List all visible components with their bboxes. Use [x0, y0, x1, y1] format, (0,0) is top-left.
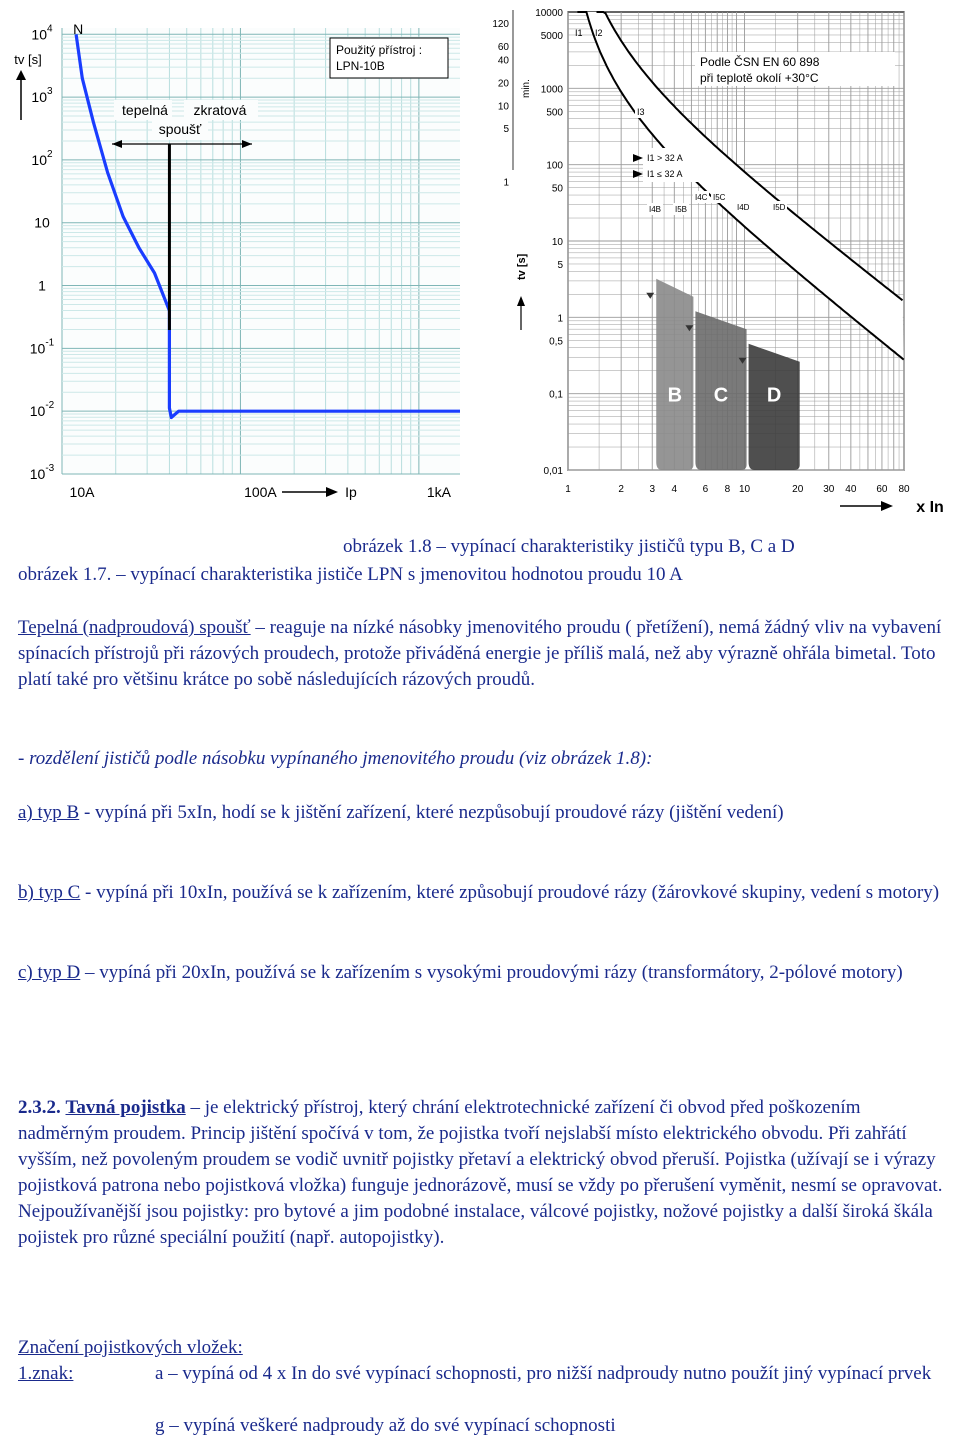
bcd-x-tick-label: 2 — [618, 484, 624, 495]
bcd-x-tick-label: 8 — [724, 484, 731, 495]
paragraph-thermal-release — [18, 615, 943, 693]
lpn-y-tick-label: $10^2$ — [31, 148, 53, 168]
thermal-release-term: Tepelná (nadproudová) spoušť — [18, 617, 251, 638]
type-d-text: – vypíná při 20xIn, používá se k zařízením s vysokými proudovými rázy (transformátory, 2-pólové motory) — [80, 962, 903, 983]
marking-item-1-g: g – vypíná veškeré nadproudy až do své vypínací schopnosti — [155, 1415, 616, 1436]
bcd-x-tick-label: 20 — [792, 484, 804, 495]
bcd-x-tick-label: 40 — [845, 484, 857, 495]
lpn-annotation-release: spoušť — [158, 121, 202, 137]
lpn-title-line: LPN-10B — [336, 59, 385, 73]
bcd-x-tick-label: 4 — [671, 484, 678, 495]
type-d-label: c) typ D — [18, 962, 81, 983]
bcd-band-label-c: C — [713, 384, 729, 407]
type-b-label: a) typ B — [18, 802, 80, 823]
bcd-x-tick-label: 6 — [702, 484, 709, 495]
type-c-label: b) typ C — [18, 882, 81, 903]
lpn-y-tick-label: $10^3$ — [31, 86, 53, 106]
lpn-y-tick-label: 10 — [34, 214, 50, 231]
lpn-annotation-n: N — [73, 21, 84, 37]
bcd-x-axis-label: x In — [916, 499, 944, 516]
bcd-chart-svg — [485, 0, 960, 520]
lpn-characteristic-chart — [0, 0, 465, 505]
bcd-y-seconds-label: 10000 — [535, 8, 563, 19]
lpn-y-axis-arrowhead — [16, 70, 26, 80]
lpn-chart-svg — [0, 0, 465, 505]
lpn-y-tick-label: $10^{-2}$ — [29, 400, 55, 420]
lpn-y-tick-label: $10^{-1}$ — [29, 337, 55, 357]
bcd-band-label-d: D — [766, 384, 782, 407]
bcd-x-tick-label: 80 — [898, 484, 910, 495]
paragraph-breaker-division: - rozdělení jističů podle násobku vypínaného jmenovitého proudu (viz obrázek 1.8): — [18, 748, 653, 769]
bcd-y-seconds-label: 0,01 — [543, 466, 563, 477]
lpn-plot-area — [62, 28, 460, 474]
bcd-curve-label: I3 — [637, 107, 645, 117]
lpn-y-tick-label: $10^4$ — [31, 23, 53, 43]
marking-item-1 — [18, 1361, 943, 1387]
figure-1-7-caption: obrázek 1.7. – vypínací charakteristika jističe LPN s jmenovitou hodnotou proudu 10 A — [18, 564, 683, 585]
bcd-curve-label: I4C — [695, 193, 708, 202]
lpn-x-tick-label: 1kA — [426, 484, 451, 500]
bcd-y-axis-arrowhead — [517, 296, 525, 306]
bcd-y-minutes-label: 120 — [492, 18, 509, 30]
type-b-text: - vypíná při 5xIn, hodí se k jištění zařízení, které nezpůsobují proudové rázy (jištění vedení) — [79, 802, 784, 823]
bcd-y-seconds-label: 500 — [546, 107, 563, 119]
bcd-curve-label: I1 > 32 A — [647, 153, 683, 163]
bcd-band-label-b: B — [667, 384, 683, 407]
bcd-y-seconds-label: 1 — [557, 313, 563, 325]
bcd-curve-label: I1 ≤ 32 A — [647, 169, 683, 179]
lpn-y-axis-label: tv [s] — [14, 52, 42, 67]
bcd-curve-label: I5D — [773, 203, 786, 212]
bcd-y-minutes-label: 20 — [497, 78, 509, 90]
bcd-band-b — [656, 279, 693, 470]
bcd-title-line: při teplotě okolí +30°C — [700, 71, 819, 85]
bcd-y-minutes-label: 1 — [503, 177, 509, 189]
fuse-marking-heading: Značení pojistkových vložek: — [18, 1337, 243, 1358]
bcd-y-seconds-label: 10 — [551, 237, 563, 248]
bcd-y-seconds-label: 50 — [551, 183, 563, 195]
lpn-y-tick-label: 1 — [38, 277, 46, 294]
type-c-text: - vypíná při 10xIn, používá se k zařízením, které způsobují proudové rázy (žárovkové skupiny, vedení s motory) — [80, 882, 940, 903]
lpn-title-line: Použitý přístroj : — [336, 43, 423, 57]
item-type-b — [18, 800, 943, 826]
bcd-minutes-unit: min. — [521, 79, 532, 98]
bcd-y-seconds-label: 0,1 — [549, 389, 563, 401]
section-number: 2.3.2. — [18, 1097, 61, 1118]
bcd-y-seconds-label: 1000 — [540, 84, 563, 96]
bcd-y-axis-label: tv [s] — [516, 253, 528, 280]
bcd-x-axis-arrowhead — [881, 501, 893, 511]
bcd-x-tick-label: 10 — [738, 484, 751, 495]
bcd-curve-label: I4D — [737, 203, 750, 212]
bcd-curve-label: I5C — [713, 193, 726, 202]
item-type-d — [18, 960, 943, 986]
bcd-curve-label: I4B — [649, 205, 662, 214]
lpn-annotation-short: zkratová — [193, 102, 247, 118]
bcd-curve-label: I2 — [595, 28, 603, 38]
bcd-y-seconds-label: 100 — [546, 160, 563, 172]
bcd-curve-label: I1 — [575, 28, 583, 38]
bcd-x-tick-label: 30 — [823, 484, 835, 495]
bcd-curve-label: I5B — [675, 205, 688, 214]
lpn-x-axis-arrowhead — [326, 487, 338, 497]
section-fuse — [18, 1095, 943, 1251]
lpn-y-tick-label: $10^{-3}$ — [29, 463, 55, 482]
bcd-y-seconds-label: 0,5 — [549, 336, 563, 348]
bcd-y-minutes-label: 10 — [497, 101, 509, 113]
bcd-y-seconds-label: 5 — [557, 259, 563, 271]
bcd-y-seconds-label: 5000 — [540, 30, 563, 42]
bcd-x-tick-label: 60 — [876, 484, 888, 495]
bcd-y-minutes-label: 60 — [497, 41, 509, 53]
bcd-band-d — [749, 344, 800, 470]
section-body: – je elektrický přístroj, který chrání elektrotechnické zařízení či obvod před poškozením nadměrným proudem. Princip jištění spočívá v tom, že pojistka tvoří nejslabší místo elektrického obvodu. Při zahřátí vyšším, než povoleným proudem se vodič uvnitř pojistky přetaví a elektrický obvod přeruší. Pojistka (užívají se i výrazy pojistková patrona nebo pojistková vložka) funguje jednorázově, musí se vždy po přerušení vyměnit, nesmí se opravovat. Nejpoužívanější jsou pojistky: pro bytové a jim podobné instalace, válcové pojistky, nožové pojistky a další široká škála pojistek pro různé speciální použití (např. autopojistky). — [18, 1097, 943, 1248]
figure-1-8-caption: obrázek 1.8 – vypínací charakteristiky jističů typu B, C a D — [343, 536, 795, 557]
marking-1-label: 1.znak: — [18, 1363, 74, 1384]
item-type-c — [18, 880, 943, 906]
lpn-x-tick-label: 10A — [69, 484, 95, 500]
bcd-title-line: Podle ČSN EN 60 898 — [700, 55, 820, 69]
bcd-x-tick-label: 3 — [649, 484, 656, 495]
lpn-x-tick-label: 100A — [244, 484, 277, 500]
bcd-y-minutes-label: 5 — [503, 124, 509, 136]
bcd-x-tick-label: 1 — [565, 484, 571, 495]
thermal-release-text: – reaguje na nízké násobky jmenovitého proudu ( přetížení), nemá žádný vliv na vybavení spínacích přístrojů při rázových proudech, protože přiváděná energie je příliš malá, než aby výrazně ohřála bimetal. Toto platí také pro většinu krátce po sobě následujících rázových proudů. — [18, 617, 942, 690]
bcd-characteristic-chart — [485, 0, 960, 520]
lpn-annotation-thermal: tepelná — [122, 102, 168, 118]
bcd-y-minutes-label: 40 — [497, 55, 509, 67]
section-title: Tavná pojistka — [65, 1097, 186, 1118]
marking-1-a: a – vypíná od 4 x In do své vypínací schopnosti, pro nižší nadproudy nutno použít jiný vypínací prvek — [155, 1363, 932, 1384]
lpn-x-axis-label: Ip — [345, 484, 357, 500]
